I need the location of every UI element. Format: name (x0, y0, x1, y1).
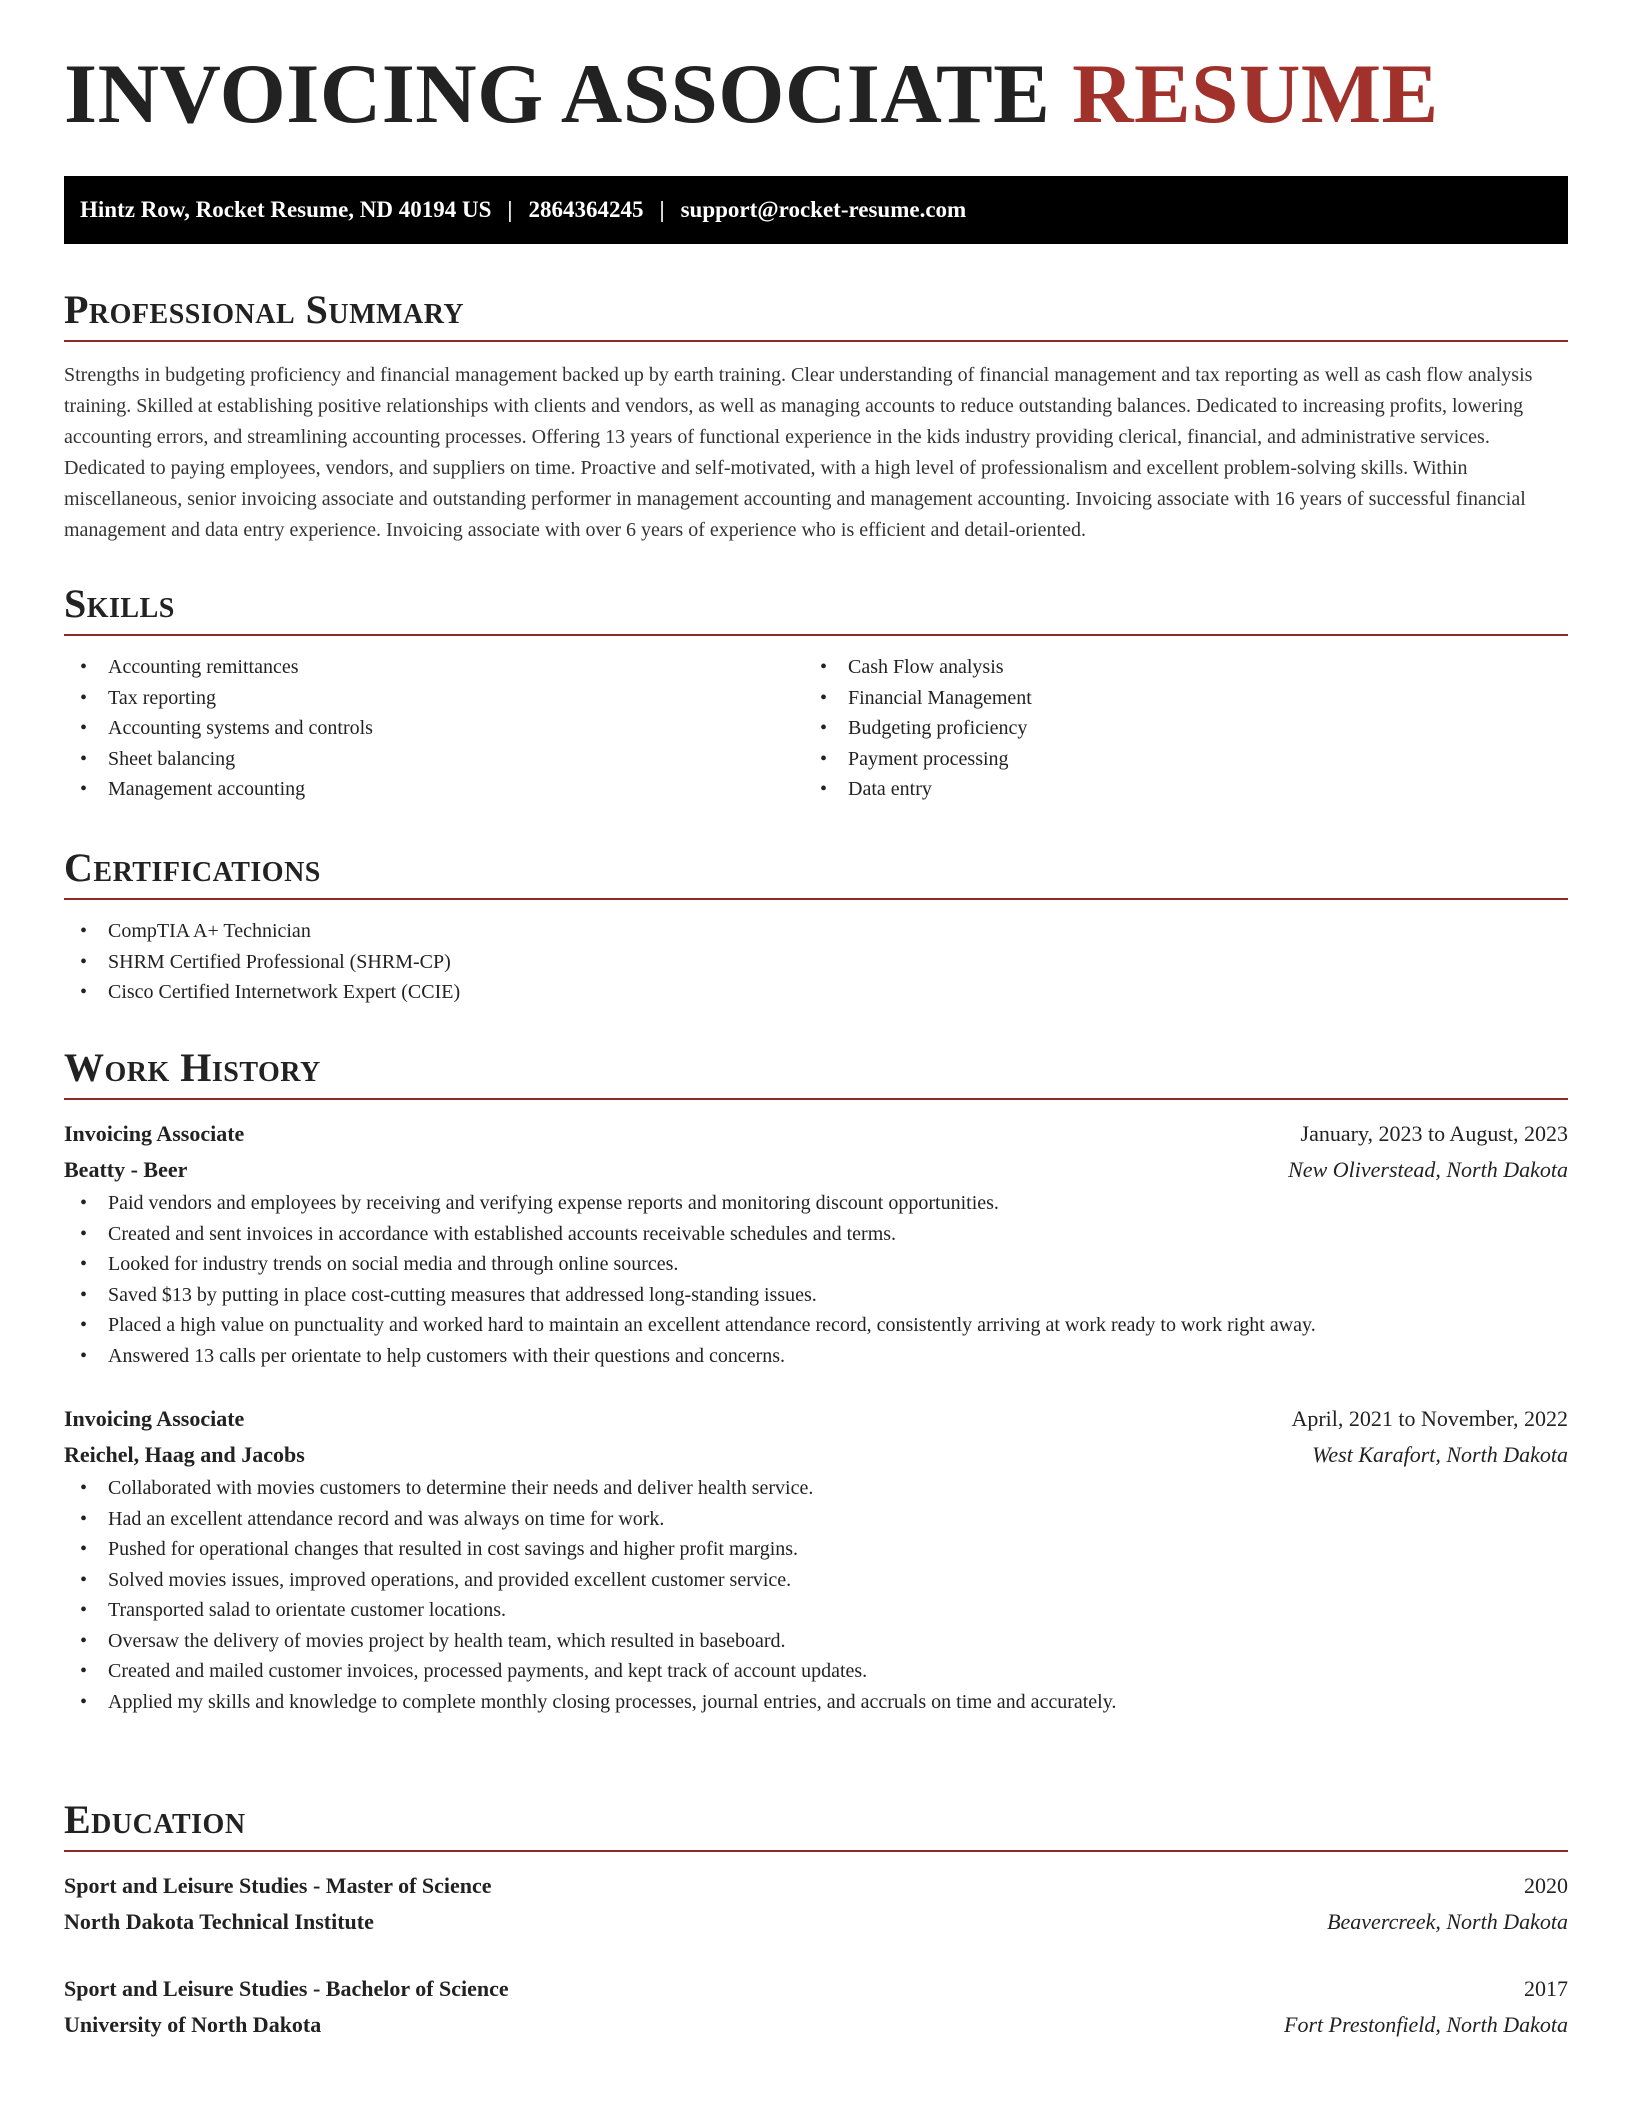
job-bullet: • Created and sent invoices in accordance with established accounts receivable schedules and terms. (64, 1219, 1568, 1250)
contact-bar (64, 176, 1568, 244)
job-bullet: • Saved $13 by putting in place cost-cutting measures that addressed long-standing issues. (64, 1280, 1568, 1311)
contact-email: support@rocket-resume.com (680, 197, 967, 222)
job-bullet: • Pushed for operational changes that resulted in cost savings and higher profit margins. (64, 1534, 1568, 1565)
education-location: Fort Prestonfield, North Dakota (1284, 2012, 1568, 2037)
skills-heading: Skills (64, 581, 175, 626)
job-bullet: • Placed a high value on punctuality and worked hard to maintain an excellent attendance record, consistently arriving at work ready to work right away. (64, 1310, 1568, 1341)
skill-item: • Payment processing (804, 744, 1544, 775)
job-bullet: • Looked for industry trends on social media and through online sources. (64, 1249, 1568, 1280)
job-entry (64, 1116, 1568, 1371)
job-bullet: • Oversaw the delivery of movies project by health team, which resulted in baseboard. (64, 1626, 1568, 1657)
work-history-heading: Work History (64, 1045, 321, 1090)
contact-phone: 2864364245 (528, 197, 644, 222)
job-bullet: • Created and mailed customer invoices, processed payments, and kept track of account updates. (64, 1656, 1568, 1687)
certifications-heading: Certifications (64, 845, 321, 890)
section-divider (64, 1098, 1568, 1100)
summary-heading: Professional Summary (64, 287, 465, 332)
certification-item: • CompTIA A+ Technician (64, 916, 1568, 947)
job-bullet: • Collaborated with movies customers to determine their needs and deliver health service. (64, 1473, 1568, 1504)
job-dates: January, 2023 to August, 2023 (1300, 1121, 1568, 1146)
certification-item: • Cisco Certified Internetwork Expert (CCIE) (64, 977, 1568, 1008)
job-title: Invoicing Associate (64, 1121, 245, 1146)
certifications-section (64, 844, 1568, 1008)
education-section (64, 1796, 1568, 2043)
contact-separator: | (507, 197, 513, 222)
job-bullets (64, 1473, 1568, 1717)
skills-list-left (64, 652, 804, 805)
certification-item: • SHRM Certified Professional (SHRM-CP) (64, 947, 1568, 978)
skill-item: • Accounting remittances (64, 652, 804, 683)
job-location: New Oliverstead, North Dakota (1288, 1157, 1568, 1182)
page-title (64, 47, 1439, 141)
section-divider (64, 634, 1568, 636)
skill-item: • Budgeting proficiency (804, 713, 1544, 744)
section-divider (64, 898, 1568, 900)
skill-item: • Tax reporting (64, 683, 804, 714)
education-school: North Dakota Technical Institute (64, 1909, 374, 1934)
job-company: Reichel, Haag and Jacobs (64, 1442, 305, 1467)
job-dates: April, 2021 to November, 2022 (1291, 1406, 1568, 1431)
job-bullet: • Had an excellent attendance record and was always on time for work. (64, 1504, 1568, 1535)
section-divider (64, 340, 1568, 342)
skills-section (64, 580, 1568, 805)
education-school: University of North Dakota (64, 2012, 322, 2037)
education-location: Beavercreek, North Dakota (1327, 1909, 1568, 1934)
education-heading: Education (64, 1797, 246, 1842)
job-bullet: • Solved movies issues, improved operations, and provided excellent customer service. (64, 1565, 1568, 1596)
education-year: 2017 (1524, 1976, 1568, 2001)
education-entry (64, 1971, 1568, 2043)
job-location: West Karafort, North Dakota (1312, 1442, 1568, 1467)
contact-separator: | (659, 197, 665, 222)
job-company: Beatty - Beer (64, 1157, 188, 1182)
skill-item: • Accounting systems and controls (64, 713, 804, 744)
skill-item: • Financial Management (804, 683, 1544, 714)
job-bullets (64, 1188, 1568, 1371)
summary-text: Strengths in budgeting proficiency and financial management backed up by earth training. Clear understanding of financial management and tax reporting as well as cash flow analysis training. Skilled at establishing positive relationships with clients and vendors, as well as managing accounts to reduce outstanding balances. Dedicated to increasing profits, lowering accounting errors, and streamlining accounting processes. Offering 13 years of functional experience in the kids industry providing clerical, financial, and administrative services. Dedicated to paying employees, vendors, and suppliers on time. Proactive and self-motivated, with a high level of professionalism and excellent problem-solving skills. Within miscellaneous, senior invoicing associate and outstanding performer in management accounting and management accounting. Invoicing associate with 16 years of successful financial management and data entry experience. Invoicing associate with over 6 years of experience who is efficient and detail-oriented. (64, 364, 1533, 541)
job-bullet: • Applied my skills and knowledge to complete monthly closing processes, journal entries, and accruals on time and accurately. (64, 1687, 1568, 1718)
section-divider (64, 1850, 1568, 1852)
skill-item: • Data entry (804, 774, 1544, 805)
job-bullet: • Transported salad to orientate customer locations. (64, 1595, 1568, 1626)
skill-item: • Sheet balancing (64, 744, 804, 775)
job-title: Invoicing Associate (64, 1406, 245, 1431)
summary-section (64, 286, 1568, 546)
job-entry (64, 1401, 1568, 1717)
education-entry (64, 1868, 1568, 1940)
job-bullet: • Paid vendors and employees by receiving and verifying expense reports and monitoring discount opportunities. (64, 1188, 1568, 1219)
work-history-section (64, 1044, 1568, 1717)
certifications-list (64, 916, 1568, 1008)
skills-list-right (804, 652, 1544, 805)
job-bullet: • Answered 13 calls per orientate to help customers with their questions and concerns. (64, 1341, 1568, 1372)
skill-item: • Cash Flow analysis (804, 652, 1544, 683)
education-degree: Sport and Leisure Studies - Bachelor of Science (64, 1976, 509, 2001)
contact-address: Hintz Row, Rocket Resume, ND 40194 US (80, 197, 492, 222)
education-year: 2020 (1524, 1873, 1568, 1898)
title-main: INVOICING ASSOCIATE (64, 47, 1051, 141)
skill-item: • Management accounting (64, 774, 804, 805)
education-degree: Sport and Leisure Studies - Master of Science (64, 1873, 492, 1898)
title-accent: RESUME (1072, 47, 1439, 141)
